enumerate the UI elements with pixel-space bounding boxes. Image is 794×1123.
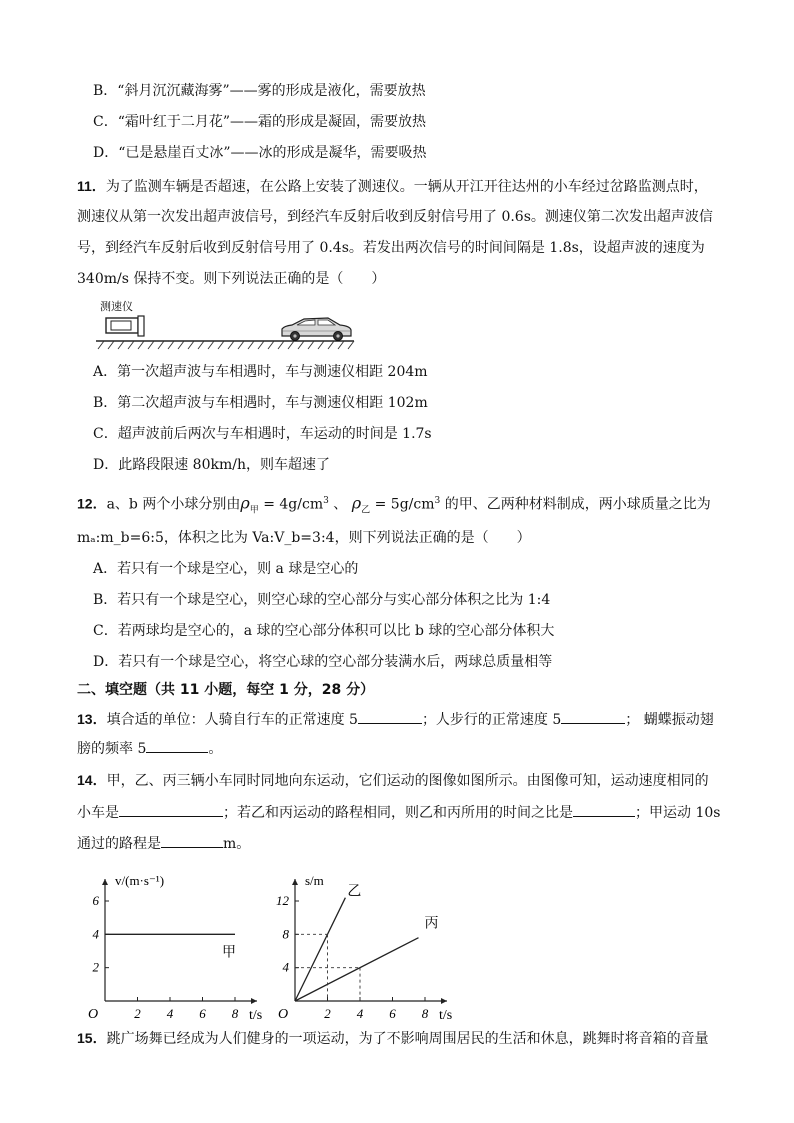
q14-line-1: 14．甲，乙、丙三辆小车同时同地向东运动，它们运动的图像如图所示。由图像可知，运动速度相同的 <box>77 772 709 789</box>
answer-blank[interactable] <box>358 708 422 724</box>
y-tick-label: 4 <box>92 926 99 942</box>
q15-number: 15． <box>77 1030 107 1046</box>
answer-blank[interactable] <box>119 801 223 817</box>
q12-line-1: 12．a、b 两个小球分别由$\rho_甲 = 4g/cm^3$ 、 $\rho_乙 = 5g/cm^3$ 的甲、乙两种材料制成，两小球质量之比为 <box>77 493 711 516</box>
y-tick-label: 6 <box>92 893 99 908</box>
series-line-bing <box>295 938 419 1001</box>
road-and-car-drawing <box>92 296 362 350</box>
x-tick-label: 4 <box>166 1006 174 1020</box>
y-axis-label: v/(m·s⁻¹) <box>115 873 165 888</box>
origin-label: O <box>87 1007 99 1020</box>
x-axis-arrow <box>251 998 257 1004</box>
q13-line-1: 13．填合适的单位：人骑自行车的正常速度 5 ；人步行的正常速度 5 ； 蝴蝶振动翅 <box>77 708 714 730</box>
x-tick-label: 6 <box>199 1006 206 1020</box>
q11-number: 11． <box>77 178 106 194</box>
x-axis-arrow <box>441 998 447 1004</box>
series-label-bing: 丙 <box>424 916 439 932</box>
q10-option-d: D．“已是悬崖百丈冰”——冰的形成是凝华，需要吸热 <box>93 145 427 161</box>
q15-line-1: 15．跳广场舞已经成为人们健身的一项运动，为了不影响周围居民的生活和休息，跳舞时将音箱的音量 <box>77 1030 709 1047</box>
q12-number: 12． <box>77 495 107 512</box>
speed-camera-label: 测速仪 <box>100 300 133 313</box>
q13-line-2: 膀的频率 5 。 <box>77 737 222 759</box>
q12-option-d: D．若只有一个球是空心，将空心球的空心部分装满水后，两球总质量相等 <box>93 654 553 670</box>
q14-number: 14． <box>77 772 107 788</box>
x-tick-label: 8 <box>231 1006 239 1020</box>
section-2-title: 二、填空题（共 11 小题，每空 1 分，28 分） <box>77 682 375 698</box>
distance-time-graph <box>275 855 455 1020</box>
series-label-jia: 甲 <box>222 945 236 961</box>
y-tick-label: 4 <box>282 959 289 975</box>
car-icon <box>282 318 351 341</box>
answer-blank[interactable] <box>561 708 625 724</box>
answer-blank[interactable] <box>161 832 223 848</box>
q12-option-b: B．若只有一个球是空心，则空心球的空心部分与实心部分体积之比为 1:4 <box>93 592 551 608</box>
q11-option-d: D．此路段限速 80km/h，则车超速了 <box>93 457 330 473</box>
q11-option-c: C．超声波前后两次与车相遇时，车运动的时间是 1.7s <box>93 426 432 442</box>
x-tick-label: 4 <box>356 1006 364 1020</box>
q11-line-3: 号，到经汽车反射后收到反射信号用了 0.4s。若发出两次信号的时间间隔是 1.8s，设超声波的速度为 <box>77 240 705 256</box>
series-label-yi: 乙 <box>347 884 362 900</box>
q13-number: 13． <box>77 711 107 727</box>
series-line-yi <box>295 898 345 1001</box>
answer-blank[interactable] <box>146 737 208 753</box>
y-axis-arrow <box>102 879 108 885</box>
y-tick-label: 12 <box>276 893 289 908</box>
y-axis-arrow <box>292 879 298 885</box>
q12-option-c: C．若两球均是空心的，a 球的空心部分体积可以比 b 球的空心部分体积大 <box>93 623 555 639</box>
q11-line-2: 测速仪从第一次发出超声波信号，到经汽车反射后收到反射信号用了 0.6s。测速仪第二次发出超声波信 <box>77 209 713 225</box>
y-tick-label: 8 <box>282 926 289 942</box>
x-axis-label: t/s <box>439 1008 453 1020</box>
x-axis-label: t/s <box>249 1008 263 1020</box>
origin-label: O <box>277 1007 289 1020</box>
q11-line-4: 340m/s 保持不变。则下列说法正确的是（ ） <box>77 271 386 287</box>
y-axis-label: s/m <box>305 873 324 888</box>
answer-blank[interactable] <box>573 801 635 817</box>
x-tick-label: 6 <box>389 1006 396 1020</box>
q11-option-b: B．第二次超声波与车相遇时，车与测速仪相距 102m <box>93 395 428 411</box>
q10-option-b: B．“斜月沉沉藏海雾”——雾的形成是液化，需要放热 <box>93 83 426 99</box>
x-tick-label: 8 <box>421 1006 429 1020</box>
q11-line-1: 11．为了监测车辆是否超速，在公路上安装了测速仪。一辆从开江开往达州的小车经过岔路监测点时， <box>77 178 708 195</box>
q12-option-a: A．若只有一个球是空心，则 a 球是空心的 <box>93 561 359 577</box>
speed-camera-figure <box>92 296 362 350</box>
q14-line-2: 小车是 ；若乙和丙运动的路程相同，则乙和丙所用的时间之比是 ；甲运动 10s <box>77 801 720 823</box>
x-tick-label: 2 <box>324 1006 331 1020</box>
velocity-time-graph <box>85 855 265 1020</box>
q11-option-a: A．第一次超声波与车相遇时，车与测速仪相距 204m <box>93 364 428 380</box>
y-tick-label: 2 <box>92 959 99 975</box>
x-tick-label: 2 <box>134 1006 141 1020</box>
q14-line-3: 通过的路程是 m。 <box>77 832 250 854</box>
q12-line-2: mₐ:m_b=6:5，体积之比为 Va:V_b=3:4，则下列说法正确的是（ ） <box>77 530 531 546</box>
q10-option-c: C．“霜叶红于二月花”——霜的形成是凝固，需要放热 <box>93 114 427 130</box>
